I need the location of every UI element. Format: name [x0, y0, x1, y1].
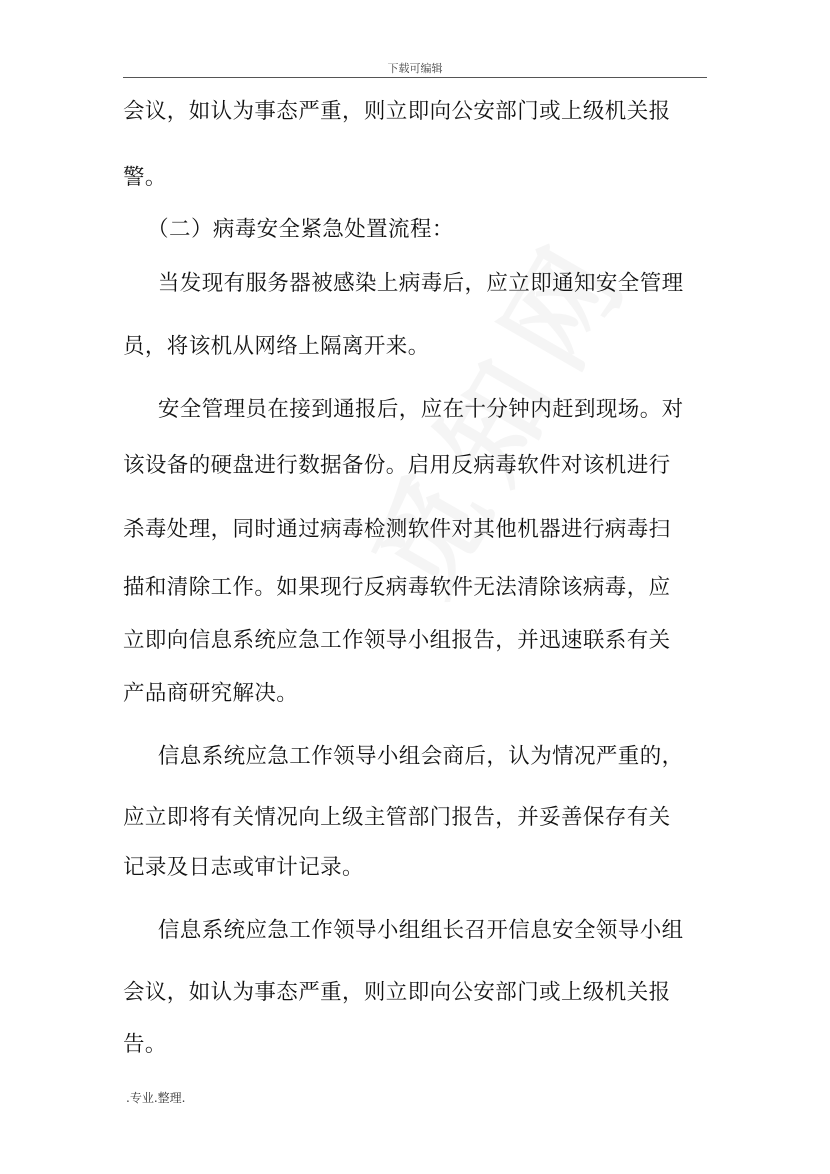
- text-line: 信息系统应急工作领导小组会商后，认为情况严重的，: [136, 744, 684, 769]
- text-line: 警。: [123, 165, 167, 190]
- text-line: 杀毒处理，同时通过病毒检测软件对其他机器进行病毒扫: [123, 517, 671, 542]
- text-line: 员，将该机从网络上隔离开来。: [123, 334, 430, 359]
- text-line: 产品商研究解决。: [123, 681, 299, 706]
- text-line: 立即向信息系统应急工作领导小组报告，并迅速联系有关: [123, 628, 671, 653]
- text-line: 应立即将有关情况向上级主管部门报告，并妥善保存有关: [123, 805, 671, 830]
- page-header: 下载可编辑: [387, 62, 443, 75]
- section-heading: （二）病毒安全紧急处置流程：: [136, 217, 454, 242]
- page-footer: .专业.整理.: [126, 1091, 186, 1105]
- text-line: 记录及日志或审计记录。: [123, 855, 364, 880]
- text-line: 当发现有服务器被感染上病毒后，应立即通知安全管理: [136, 271, 684, 296]
- header-divider: [123, 77, 707, 78]
- text-line: 会议，如认为事态严重，则立即向公安部门或上级机关报: [123, 980, 671, 1005]
- text-line: 会议，如认为事态严重，则立即向公安部门或上级机关报: [123, 99, 671, 124]
- text-line: 安全管理员在接到通报后，应在十分钟内赶到现场。对: [136, 397, 684, 422]
- text-line: 信息系统应急工作领导小组组长召开信息安全领导小组: [136, 918, 684, 943]
- text-line: 该设备的硬盘进行数据备份。启用反病毒软件对该机进行: [123, 453, 671, 478]
- text-line: 告。: [123, 1032, 167, 1057]
- text-line: 描和清除工作。如果现行反病毒软件无法清除该病毒，应: [123, 575, 671, 600]
